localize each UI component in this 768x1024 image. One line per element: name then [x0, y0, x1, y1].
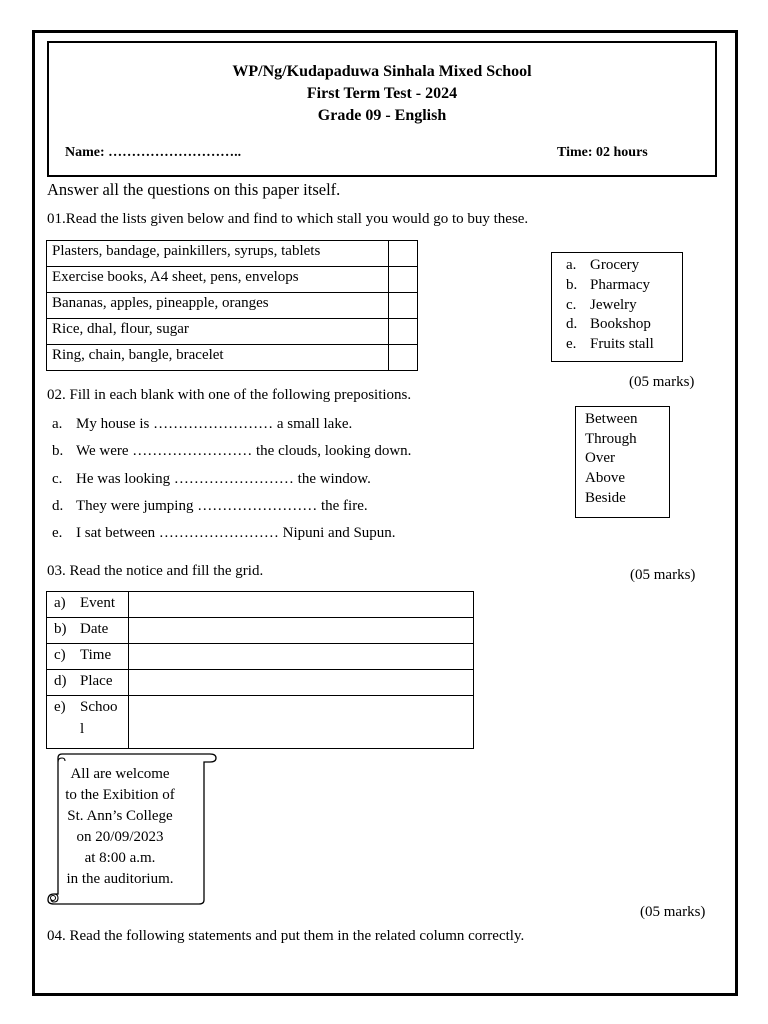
name-field[interactable]: Name: ………………………..: [65, 145, 242, 160]
q1-marks: (05 marks): [629, 374, 695, 390]
preposition-word: Beside: [585, 490, 626, 506]
q1-answer-cell[interactable]: [389, 241, 418, 267]
q1-item: Exercise books, A4 sheet, pens, envelops: [47, 267, 389, 293]
grade-subject: Grade 09 - English: [317, 107, 447, 124]
q1-option: a. Grocery: [566, 257, 640, 273]
q1-item: Plasters, bandage, painkillers, syrups, tablets: [47, 241, 389, 267]
q3-marks: (05 marks): [640, 904, 706, 920]
table-row: [47, 670, 474, 696]
q1-options-box: [551, 252, 683, 362]
preposition-word: Between: [585, 411, 638, 427]
q1-item: Bananas, apples, pineapple, oranges: [47, 293, 389, 319]
q4-question: 04. Read the following statements and put them in the related column correctly.: [47, 928, 525, 944]
q3-row-label: d) Place: [47, 670, 129, 696]
table-row: [47, 644, 474, 670]
time-label: Time: 02 hours: [557, 145, 648, 160]
q1-answer-cell[interactable]: [389, 319, 418, 345]
q1-question: 01.Read the lists given below and find to which stall you would go to buy these.: [47, 211, 529, 227]
q1-option: e. Fruits stall: [566, 336, 654, 352]
table-row: [47, 592, 474, 618]
q2-marks: (05 marks): [630, 567, 696, 583]
q3-row-label: c) Time: [47, 644, 129, 670]
q3-row-label: b) Date: [47, 618, 129, 644]
preposition-word: Through: [585, 431, 637, 447]
q2-sentence: d. They were jumping …………………… the fire.: [52, 498, 368, 514]
table-row: [47, 267, 418, 293]
q1-item: Rice, dhal, flour, sugar: [47, 319, 389, 345]
general-instruction: Answer all the questions on this paper itself.: [47, 180, 341, 199]
q1-table: [46, 240, 418, 371]
q1-option: d. Bookshop: [566, 316, 651, 332]
notice-line: All are welcome: [70, 766, 170, 782]
q3-row-label: a) Event: [47, 592, 129, 618]
q3-answer-cell[interactable]: [129, 618, 474, 644]
q1-option: c. Jewelry: [566, 297, 637, 313]
preposition-word: Above: [585, 470, 625, 486]
q2-sentence: e. I sat between …………………… Nipuni and Supun.: [52, 525, 396, 541]
q1-item: Ring, chain, bangle, bracelet: [47, 345, 389, 371]
table-row: [47, 345, 418, 371]
q1-answer-cell[interactable]: [389, 267, 418, 293]
q1-answer-cell[interactable]: [389, 293, 418, 319]
q3-answer-cell[interactable]: [129, 696, 474, 749]
preposition-word: Over: [585, 450, 615, 466]
q2-sentence: b. We were …………………… the clouds, looking down.: [52, 443, 412, 459]
exam-header: [47, 41, 717, 177]
notice-line: on 20/09/2023: [76, 829, 164, 845]
table-row: [47, 293, 418, 319]
notice-line: in the auditorium.: [66, 871, 174, 887]
q2-sentence: a. My house is …………………… a small lake.: [52, 416, 353, 432]
prepositions-box: [575, 406, 670, 518]
table-row: [47, 618, 474, 644]
table-row: [47, 319, 418, 345]
notice-line: at 8:00 a.m.: [84, 850, 156, 866]
q3-question: 03. Read the notice and fill the grid.: [47, 563, 264, 579]
q1-answer-cell[interactable]: [389, 345, 418, 371]
table-row: [47, 241, 418, 267]
q2-sentence: c. He was looking …………………… the window.: [52, 471, 371, 487]
q3-answer-cell[interactable]: [129, 670, 474, 696]
test-title: First Term Test - 2024: [306, 85, 458, 102]
q3-row-label: e) Schoo l: [47, 696, 129, 749]
q1-option: b. Pharmacy: [566, 277, 650, 293]
table-row: [47, 696, 474, 749]
q2-question: 02. Fill in each blank with one of the following prepositions.: [47, 387, 412, 403]
q3-answer-cell[interactable]: [129, 644, 474, 670]
notice-line: St. Ann’s College: [67, 808, 173, 824]
school-name: WP/Ng/Kudapaduwa Sinhala Mixed School: [232, 63, 532, 80]
q3-answer-cell[interactable]: [129, 592, 474, 618]
notice-line: to the Exibition of: [65, 787, 175, 803]
q3-grid: [46, 591, 474, 749]
